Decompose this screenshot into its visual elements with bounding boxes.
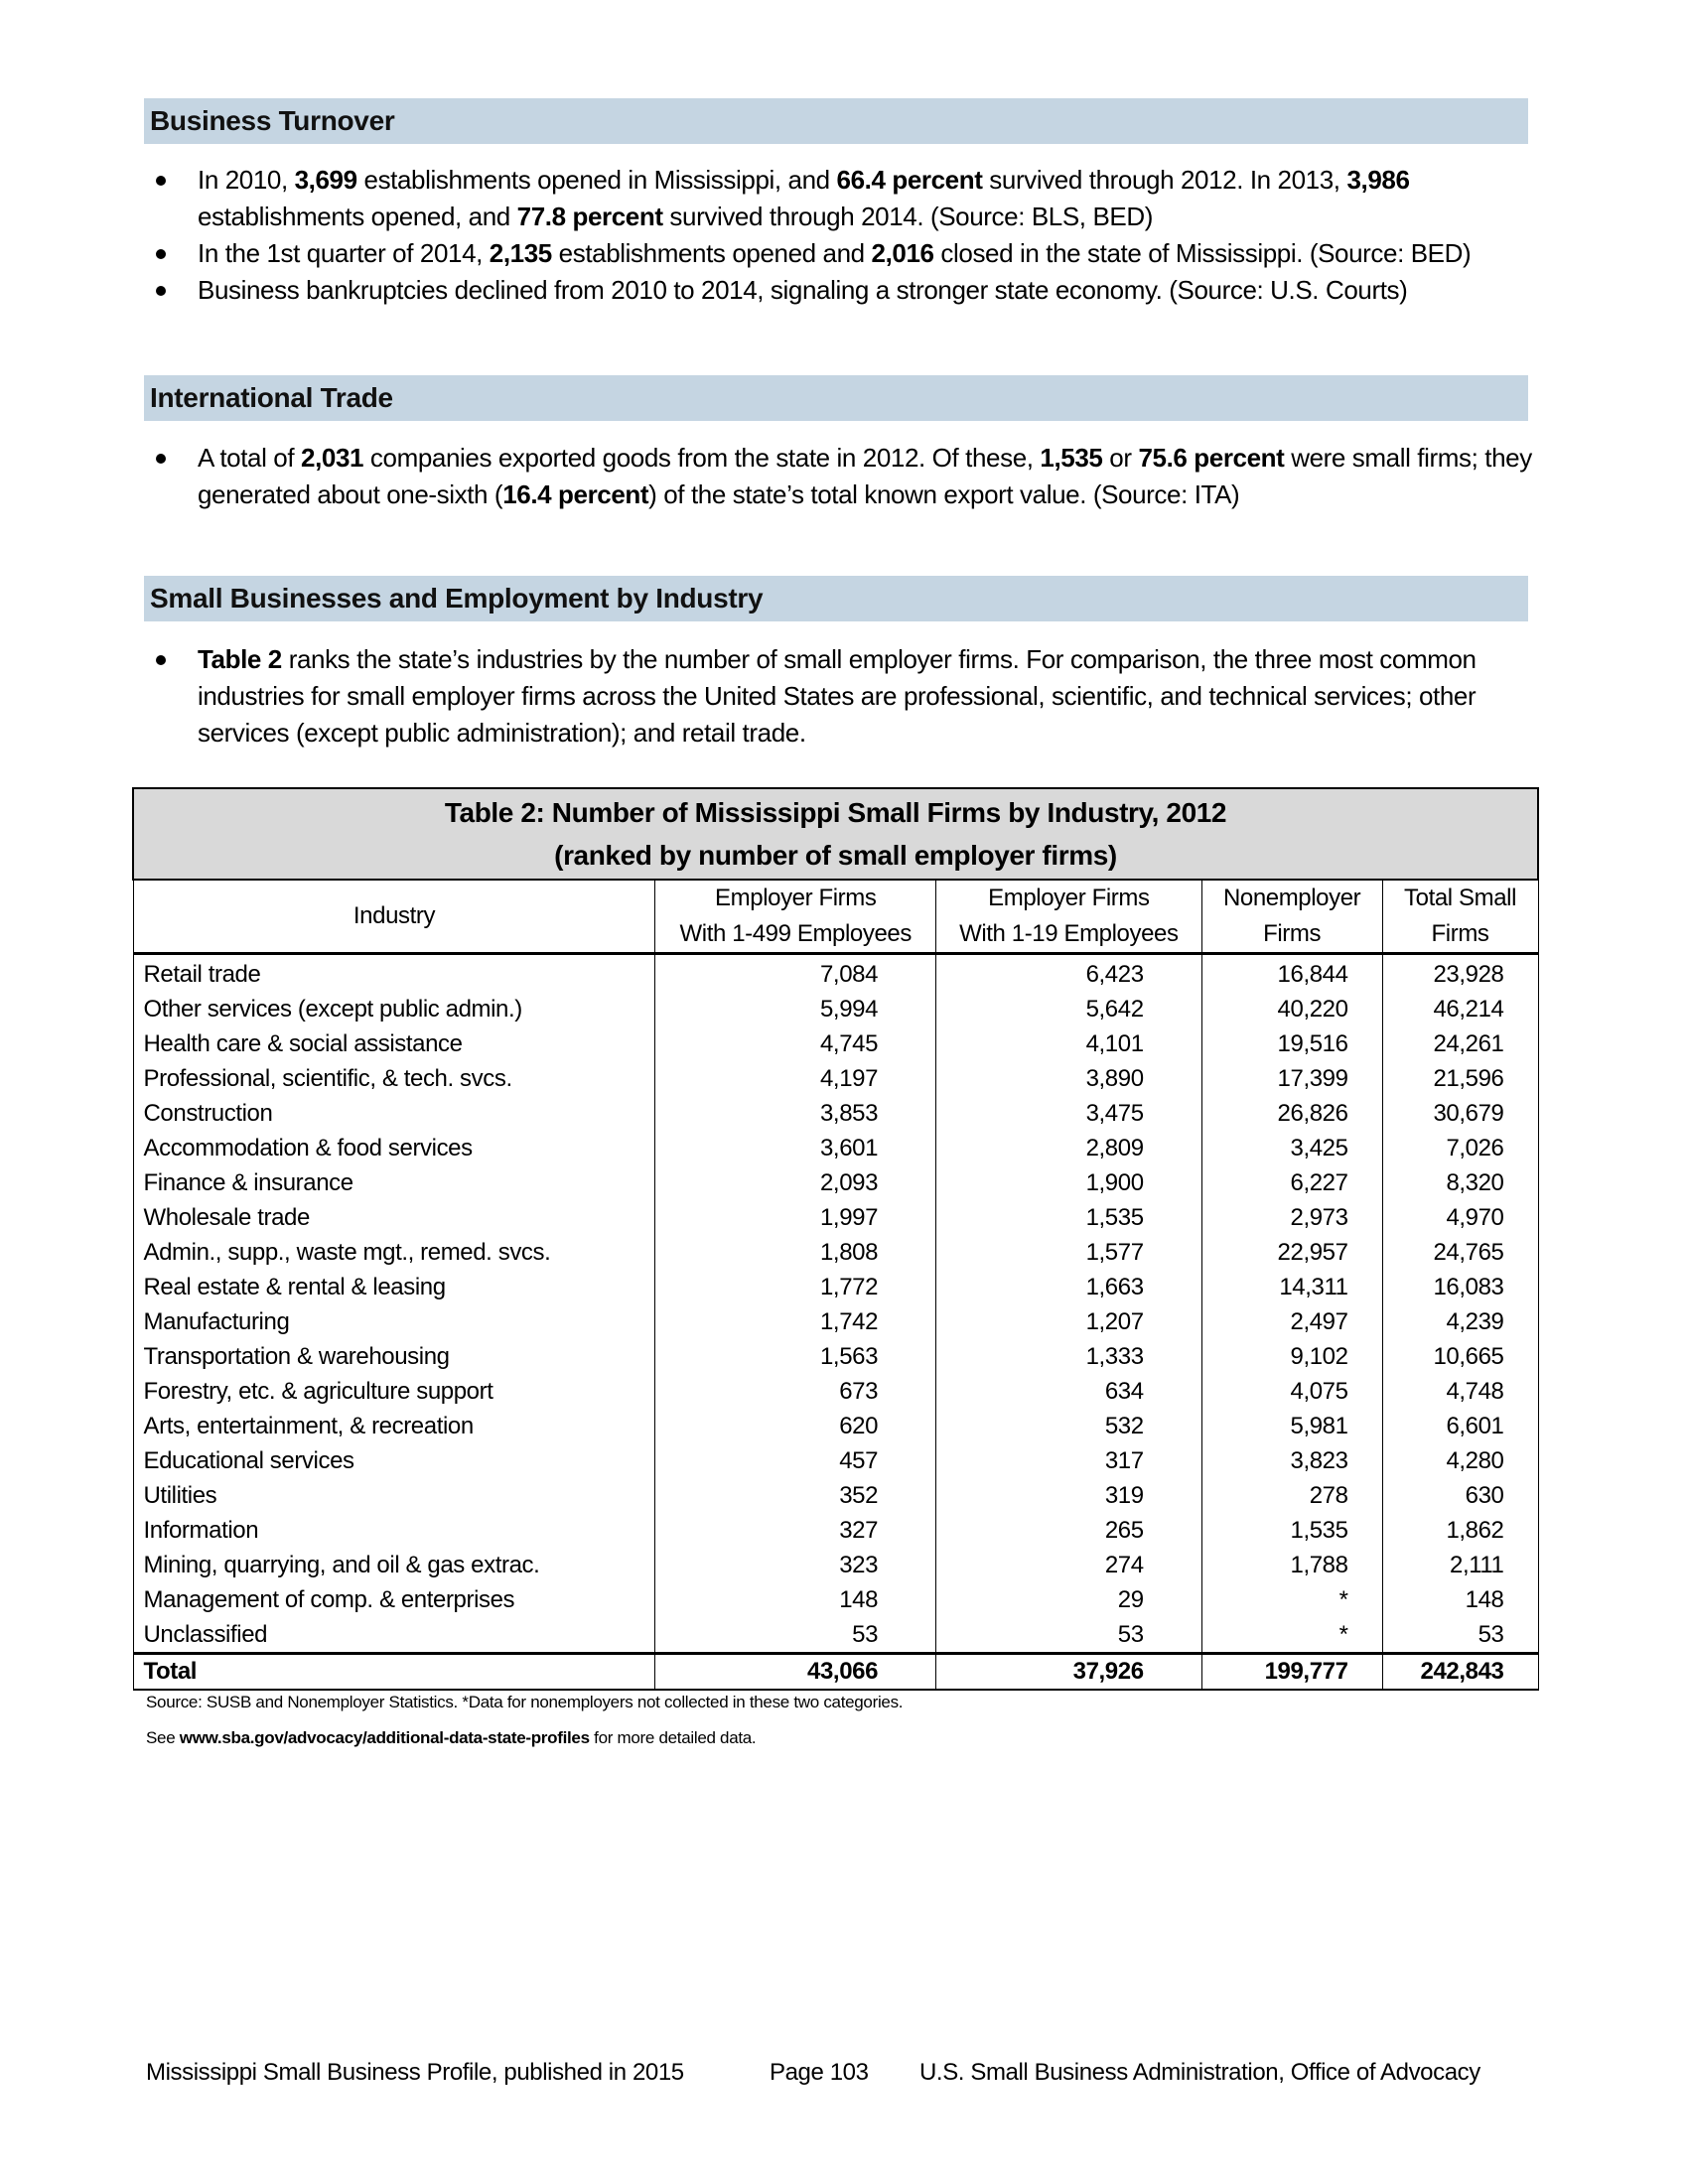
- column-header-industry: Industry: [133, 880, 655, 954]
- section-heading-business-turnover: Business Turnover: [144, 98, 1528, 144]
- table-row: [133, 1235, 1538, 1270]
- see-suffix: for more detailed data.: [589, 1728, 757, 1747]
- bullet-text: were small firms; they generated about one-sixth (: [198, 443, 1532, 509]
- bullet-item: [144, 641, 1534, 751]
- bold-figure: 16.4 percent: [502, 479, 649, 509]
- table-row: [133, 1131, 1538, 1165]
- header-text: Nonemployer: [1222, 885, 1361, 911]
- industry-name-cell: Real estate & rental & leasing: [133, 1270, 655, 1304]
- table-row: [133, 1409, 1538, 1443]
- bullet-text: closed in the state of Mississippi. (Source: BED): [933, 238, 1472, 268]
- bold-figure: 77.8 percent: [516, 202, 663, 231]
- bullet-text: companies exported goods from the state in 2012. Of these,: [363, 443, 1041, 473]
- industry-name-cell: Unclassified: [133, 1617, 655, 1654]
- value-cell: 40,220: [1201, 992, 1382, 1026]
- value-cell: 17,399: [1201, 1061, 1382, 1096]
- value-cell: 1,333: [936, 1339, 1202, 1374]
- value-cell: 3,425: [1201, 1131, 1382, 1165]
- value-cell: 1,862: [1382, 1513, 1538, 1548]
- industry-name-cell: Construction: [133, 1096, 655, 1131]
- footer-page-number: Page 103: [770, 2059, 869, 2086]
- header-text: Firms: [1431, 920, 1489, 947]
- section-heading-international-trade: International Trade: [144, 375, 1528, 421]
- table-row: [133, 1582, 1538, 1617]
- value-cell: 634: [936, 1374, 1202, 1409]
- table-row: [133, 1443, 1538, 1478]
- industry-name-cell: Management of comp. & enterprises: [133, 1582, 655, 1617]
- header-text: With 1-19 Employees: [959, 920, 1179, 947]
- total-cell: 37,926: [936, 1654, 1202, 1691]
- value-cell: 53: [655, 1617, 936, 1654]
- sba-link[interactable]: www.sba.gov/advocacy/additional-data-state-profiles: [179, 1728, 590, 1747]
- table-row: [133, 1165, 1538, 1200]
- bullet-text: survived through 2014. (Source: BLS, BED): [662, 202, 1153, 231]
- table-header-row: [133, 880, 1538, 954]
- value-cell: 148: [1382, 1582, 1538, 1617]
- bullet-text: or: [1102, 443, 1139, 473]
- value-cell: 2,093: [655, 1165, 936, 1200]
- value-cell: 274: [936, 1548, 1202, 1582]
- value-cell: 532: [936, 1409, 1202, 1443]
- table-title: [133, 788, 1538, 880]
- bold-figure: 2,135: [489, 238, 552, 268]
- table-row: [133, 1304, 1538, 1339]
- value-cell: 317: [936, 1443, 1202, 1478]
- value-cell: *: [1201, 1582, 1382, 1617]
- industry-name-cell: Professional, scientific, & tech. svcs.: [133, 1061, 655, 1096]
- table-row: [133, 954, 1538, 993]
- table-title-line2: (ranked by number of small employer firms): [554, 840, 1117, 871]
- industry-name-cell: Mining, quarrying, and oil & gas extrac.: [133, 1548, 655, 1582]
- value-cell: 19,516: [1201, 1026, 1382, 1061]
- value-cell: 3,890: [936, 1061, 1202, 1096]
- industry-name-cell: Utilities: [133, 1478, 655, 1513]
- bullet-text: establishments opened and: [551, 238, 872, 268]
- column-header-employer-1-19: [936, 880, 1202, 954]
- value-cell: 2,809: [936, 1131, 1202, 1165]
- header-text: Firms: [1263, 920, 1322, 947]
- table-row: [133, 992, 1538, 1026]
- total-label: Total: [133, 1654, 655, 1691]
- industry-name-cell: Information: [133, 1513, 655, 1548]
- bullet-item: [144, 440, 1534, 513]
- value-cell: 457: [655, 1443, 936, 1478]
- header-text: Total Small: [1404, 885, 1517, 911]
- bullet-text: Business bankruptcies declined from 2010 to 2014, signaling a stronger state economy. (Source: U.S. Courts): [198, 275, 1408, 305]
- value-cell: 9,102: [1201, 1339, 1382, 1374]
- table-row: [133, 1096, 1538, 1131]
- value-cell: 53: [1382, 1617, 1538, 1654]
- table-total-row: [133, 1654, 1538, 1691]
- value-cell: 26,826: [1201, 1096, 1382, 1131]
- international-trade-bullets: [144, 440, 1534, 513]
- value-cell: 2,973: [1201, 1200, 1382, 1235]
- bold-figure: 3,986: [1346, 165, 1410, 195]
- value-cell: 278: [1201, 1478, 1382, 1513]
- industry-name-cell: Other services (except public admin.): [133, 992, 655, 1026]
- bold-figure: 2,016: [871, 238, 934, 268]
- section-heading-small-businesses: Small Businesses and Employment by Industry: [144, 576, 1528, 621]
- value-cell: 3,601: [655, 1131, 936, 1165]
- value-cell: 1,207: [936, 1304, 1202, 1339]
- bullet-text: establishments opened in Mississippi, and: [356, 165, 837, 195]
- value-cell: 1,900: [936, 1165, 1202, 1200]
- value-cell: 3,853: [655, 1096, 936, 1131]
- table-row: [133, 1548, 1538, 1582]
- value-cell: 352: [655, 1478, 936, 1513]
- table-row: [133, 1200, 1538, 1235]
- value-cell: 6,423: [936, 954, 1202, 993]
- header-text: Employer Firms: [715, 885, 877, 911]
- value-cell: 21,596: [1382, 1061, 1538, 1096]
- value-cell: 29: [936, 1582, 1202, 1617]
- bullet-text: ranks the state’s industries by the number of small employer firms. For comparison, the three most common industries for small employer firms across the United States are professional, scientific, and technical services; other services (except public administration); and retail trade.: [198, 644, 1477, 748]
- value-cell: 16,844: [1201, 954, 1382, 993]
- table-row: [133, 1374, 1538, 1409]
- value-cell: 1,808: [655, 1235, 936, 1270]
- value-cell: 4,970: [1382, 1200, 1538, 1235]
- table-row: [133, 1339, 1538, 1374]
- industry-name-cell: Forestry, etc. & agriculture support: [133, 1374, 655, 1409]
- value-cell: 2,497: [1201, 1304, 1382, 1339]
- value-cell: 7,026: [1382, 1131, 1538, 1165]
- value-cell: 1,788: [1201, 1548, 1382, 1582]
- value-cell: 5,642: [936, 992, 1202, 1026]
- value-cell: *: [1201, 1617, 1382, 1654]
- total-cell: 242,843: [1382, 1654, 1538, 1691]
- value-cell: 327: [655, 1513, 936, 1548]
- value-cell: 4,101: [936, 1026, 1202, 1061]
- value-cell: 323: [655, 1548, 936, 1582]
- value-cell: 4,197: [655, 1061, 936, 1096]
- footer-right: U.S. Small Business Administration, Office of Advocacy: [919, 2059, 1480, 2086]
- bullet-text: ) of the state’s total known export value. (Source: ITA): [648, 479, 1240, 509]
- industry-name-cell: Retail trade: [133, 954, 655, 993]
- value-cell: 4,075: [1201, 1374, 1382, 1409]
- bullet-item: [144, 272, 1534, 309]
- industry-name-cell: Arts, entertainment, & recreation: [133, 1409, 655, 1443]
- bold-figure: 66.4 percent: [836, 165, 983, 195]
- industry-name-cell: Transportation & warehousing: [133, 1339, 655, 1374]
- value-cell: 24,765: [1382, 1235, 1538, 1270]
- industry-name-cell: Finance & insurance: [133, 1165, 655, 1200]
- total-cell: 199,777: [1201, 1654, 1382, 1691]
- table-row: [133, 1617, 1538, 1654]
- value-cell: 5,981: [1201, 1409, 1382, 1443]
- value-cell: 3,823: [1201, 1443, 1382, 1478]
- table-source-note: Source: SUSB and Nonemployer Statistics. *Data for nonemployers not collected in these two categories.: [146, 1693, 904, 1711]
- value-cell: 1,577: [936, 1235, 1202, 1270]
- industry-name-cell: Health care & social assistance: [133, 1026, 655, 1061]
- value-cell: 673: [655, 1374, 936, 1409]
- bullet-item: [144, 162, 1534, 235]
- bullet-text: In the 1st quarter of 2014,: [198, 238, 490, 268]
- table-row: [133, 1478, 1538, 1513]
- see-prefix: See: [146, 1728, 180, 1747]
- column-header-total-small: [1382, 880, 1538, 954]
- value-cell: 1,772: [655, 1270, 936, 1304]
- industry-name-cell: Educational services: [133, 1443, 655, 1478]
- bullet-text: establishments opened, and: [198, 202, 517, 231]
- value-cell: 1,535: [936, 1200, 1202, 1235]
- column-header-nonemployer: [1201, 880, 1382, 954]
- value-cell: 4,748: [1382, 1374, 1538, 1409]
- value-cell: 1,997: [655, 1200, 936, 1235]
- value-cell: 10,665: [1382, 1339, 1538, 1374]
- table-row: [133, 1513, 1538, 1548]
- value-cell: 4,280: [1382, 1443, 1538, 1478]
- value-cell: 319: [936, 1478, 1202, 1513]
- bold-figure: 3,699: [294, 165, 357, 195]
- bold-figure: 1,535: [1040, 443, 1103, 473]
- industry-name-cell: Admin., supp., waste mgt., remed. svcs.: [133, 1235, 655, 1270]
- value-cell: 265: [936, 1513, 1202, 1548]
- value-cell: 4,745: [655, 1026, 936, 1061]
- value-cell: 8,320: [1382, 1165, 1538, 1200]
- value-cell: 4,239: [1382, 1304, 1538, 1339]
- industry-table: [132, 787, 1539, 1691]
- industry-name-cell: Wholesale trade: [133, 1200, 655, 1235]
- value-cell: 16,083: [1382, 1270, 1538, 1304]
- value-cell: 46,214: [1382, 992, 1538, 1026]
- value-cell: 1,663: [936, 1270, 1202, 1304]
- value-cell: 24,261: [1382, 1026, 1538, 1061]
- table-body: [133, 954, 1538, 1654]
- value-cell: 6,601: [1382, 1409, 1538, 1443]
- industry-name-cell: Manufacturing: [133, 1304, 655, 1339]
- value-cell: 148: [655, 1582, 936, 1617]
- value-cell: 5,994: [655, 992, 936, 1026]
- value-cell: 30,679: [1382, 1096, 1538, 1131]
- header-text: With 1-499 Employees: [679, 920, 912, 947]
- table-row: [133, 1061, 1538, 1096]
- industry-name-cell: Accommodation & food services: [133, 1131, 655, 1165]
- value-cell: 23,928: [1382, 954, 1538, 993]
- value-cell: 630: [1382, 1478, 1538, 1513]
- value-cell: 1,742: [655, 1304, 936, 1339]
- bold-figure: 2,031: [301, 443, 364, 473]
- bullet-text: In 2010,: [198, 165, 295, 195]
- value-cell: 6,227: [1201, 1165, 1382, 1200]
- table-row: [133, 1270, 1538, 1304]
- bold-figure: 75.6 percent: [1138, 443, 1285, 473]
- table-row: [133, 1026, 1538, 1061]
- value-cell: 53: [936, 1617, 1202, 1654]
- see-more-note: [146, 1728, 756, 1748]
- total-cell: 43,066: [655, 1654, 936, 1691]
- header-text: Employer Firms: [988, 885, 1150, 911]
- value-cell: 620: [655, 1409, 936, 1443]
- value-cell: 1,535: [1201, 1513, 1382, 1548]
- value-cell: 22,957: [1201, 1235, 1382, 1270]
- footer-left: Mississippi Small Business Profile, published in 2015: [146, 2059, 684, 2086]
- bullet-text: survived through 2012. In 2013,: [982, 165, 1347, 195]
- value-cell: 7,084: [655, 954, 936, 993]
- small-businesses-bullets: [144, 641, 1534, 751]
- business-turnover-bullets: [144, 162, 1534, 309]
- bullet-item: [144, 235, 1534, 272]
- table-title-line1: Table 2: Number of Mississippi Small Firms by Industry, 2012: [444, 797, 1227, 828]
- value-cell: 14,311: [1201, 1270, 1382, 1304]
- value-cell: 1,563: [655, 1339, 936, 1374]
- value-cell: 3,475: [936, 1096, 1202, 1131]
- value-cell: 2,111: [1382, 1548, 1538, 1582]
- column-header-employer-1-499: [655, 880, 936, 954]
- bold-figure: Table 2: [198, 644, 282, 674]
- bullet-text: A total of: [198, 443, 302, 473]
